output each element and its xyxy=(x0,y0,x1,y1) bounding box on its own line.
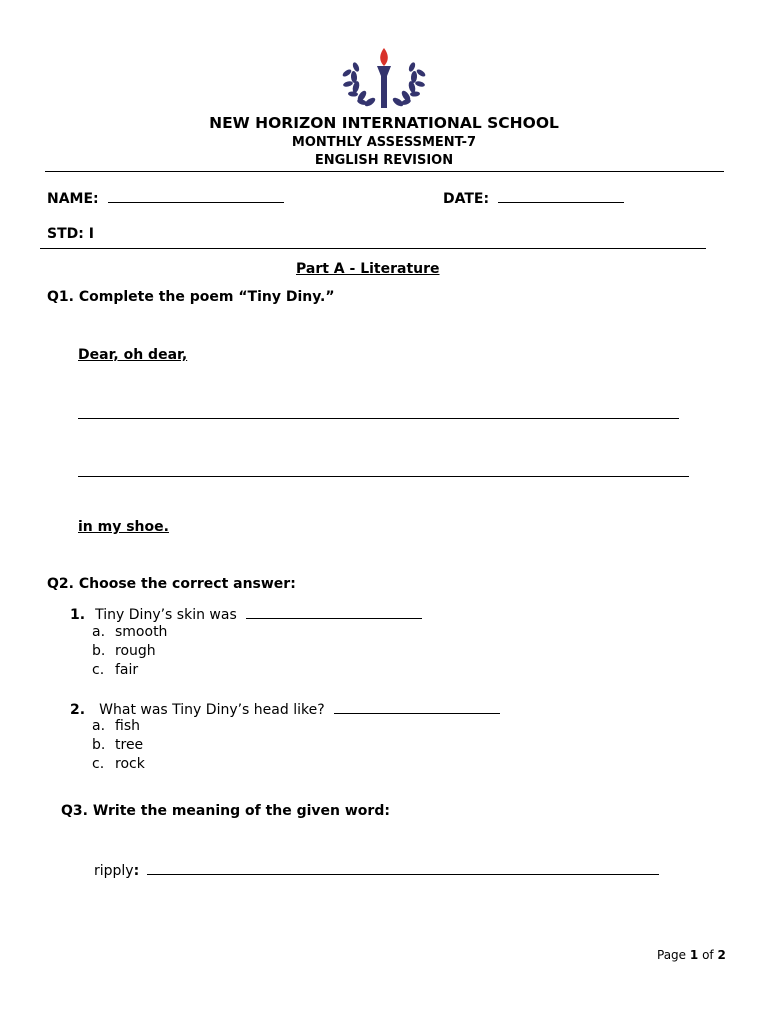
option-text: rough xyxy=(115,643,156,659)
option-letter: a. xyxy=(92,718,106,734)
option-text: tree xyxy=(115,737,144,753)
name-field[interactable] xyxy=(47,190,284,207)
q2-item-1-text: Tiny Diny’s skin was xyxy=(95,607,237,623)
date-blank[interactable] xyxy=(498,190,624,203)
option-letter: b. xyxy=(92,643,106,659)
assessment-title: MONTHLY ASSESSMENT-7 xyxy=(291,135,477,150)
subject-title: ENGLISH REVISION xyxy=(314,153,454,168)
page-of: of xyxy=(702,948,714,962)
header-divider xyxy=(45,171,724,172)
poem-answer-line-2[interactable] xyxy=(78,476,689,477)
date-label: DATE: xyxy=(443,191,490,207)
q2-item-2-option-a[interactable] xyxy=(92,718,140,734)
q2-item-1-option-b[interactable] xyxy=(92,643,156,659)
name-blank[interactable] xyxy=(108,190,284,203)
option-letter: c. xyxy=(92,756,105,772)
q2-item-2-number: 2. xyxy=(70,702,86,718)
q3-answer xyxy=(94,860,659,879)
q2-question: Q2. Choose the correct answer: xyxy=(47,576,296,592)
q2-item-2-text: What was Tiny Diny’s head like? xyxy=(99,702,325,718)
option-letter: b. xyxy=(92,737,106,753)
q3-word: ripply xyxy=(94,863,134,879)
date-field[interactable] xyxy=(443,190,624,207)
q2-item-1 xyxy=(70,604,422,623)
page-total: 2 xyxy=(717,948,726,962)
std-label: STD: I xyxy=(47,226,94,242)
option-text: rock xyxy=(115,756,145,772)
option-letter: a. xyxy=(92,624,106,640)
name-label: NAME: xyxy=(47,191,99,207)
page-word: Page xyxy=(657,948,687,962)
q2-item-1-number: 1. xyxy=(70,607,86,623)
q1-question: Q1. Complete the poem “Tiny Diny.” xyxy=(47,289,335,305)
q3-colon: : xyxy=(133,863,140,879)
q2-item-2-blank[interactable] xyxy=(334,701,500,714)
q2-item-1-option-c[interactable] xyxy=(92,662,138,678)
school-name: NEW HORIZON INTERNATIONAL SCHOOL xyxy=(209,114,559,132)
option-text: smooth xyxy=(115,624,168,640)
part-title: Part A - Literature xyxy=(296,261,440,277)
poem-first-line: Dear, oh dear, xyxy=(78,347,188,363)
q2-item-2 xyxy=(70,699,500,718)
q2-item-2-option-b[interactable] xyxy=(92,737,143,753)
page-indicator xyxy=(657,948,726,962)
q2-item-1-option-a[interactable] xyxy=(92,624,167,640)
option-text: fish xyxy=(115,718,140,734)
option-letter: c. xyxy=(92,662,105,678)
q3-answer-blank[interactable] xyxy=(147,862,659,875)
page-current: 1 xyxy=(689,948,699,962)
poem-last-line: in my shoe. xyxy=(78,519,169,535)
school-logo xyxy=(340,44,428,116)
q2-item-1-blank[interactable] xyxy=(246,606,422,619)
q3-question: Q3. Write the meaning of the given word: xyxy=(61,803,390,819)
poem-answer-line-1[interactable] xyxy=(78,418,679,419)
option-text: fair xyxy=(115,662,139,678)
q2-item-2-option-c[interactable] xyxy=(92,756,145,772)
student-divider xyxy=(40,248,706,249)
